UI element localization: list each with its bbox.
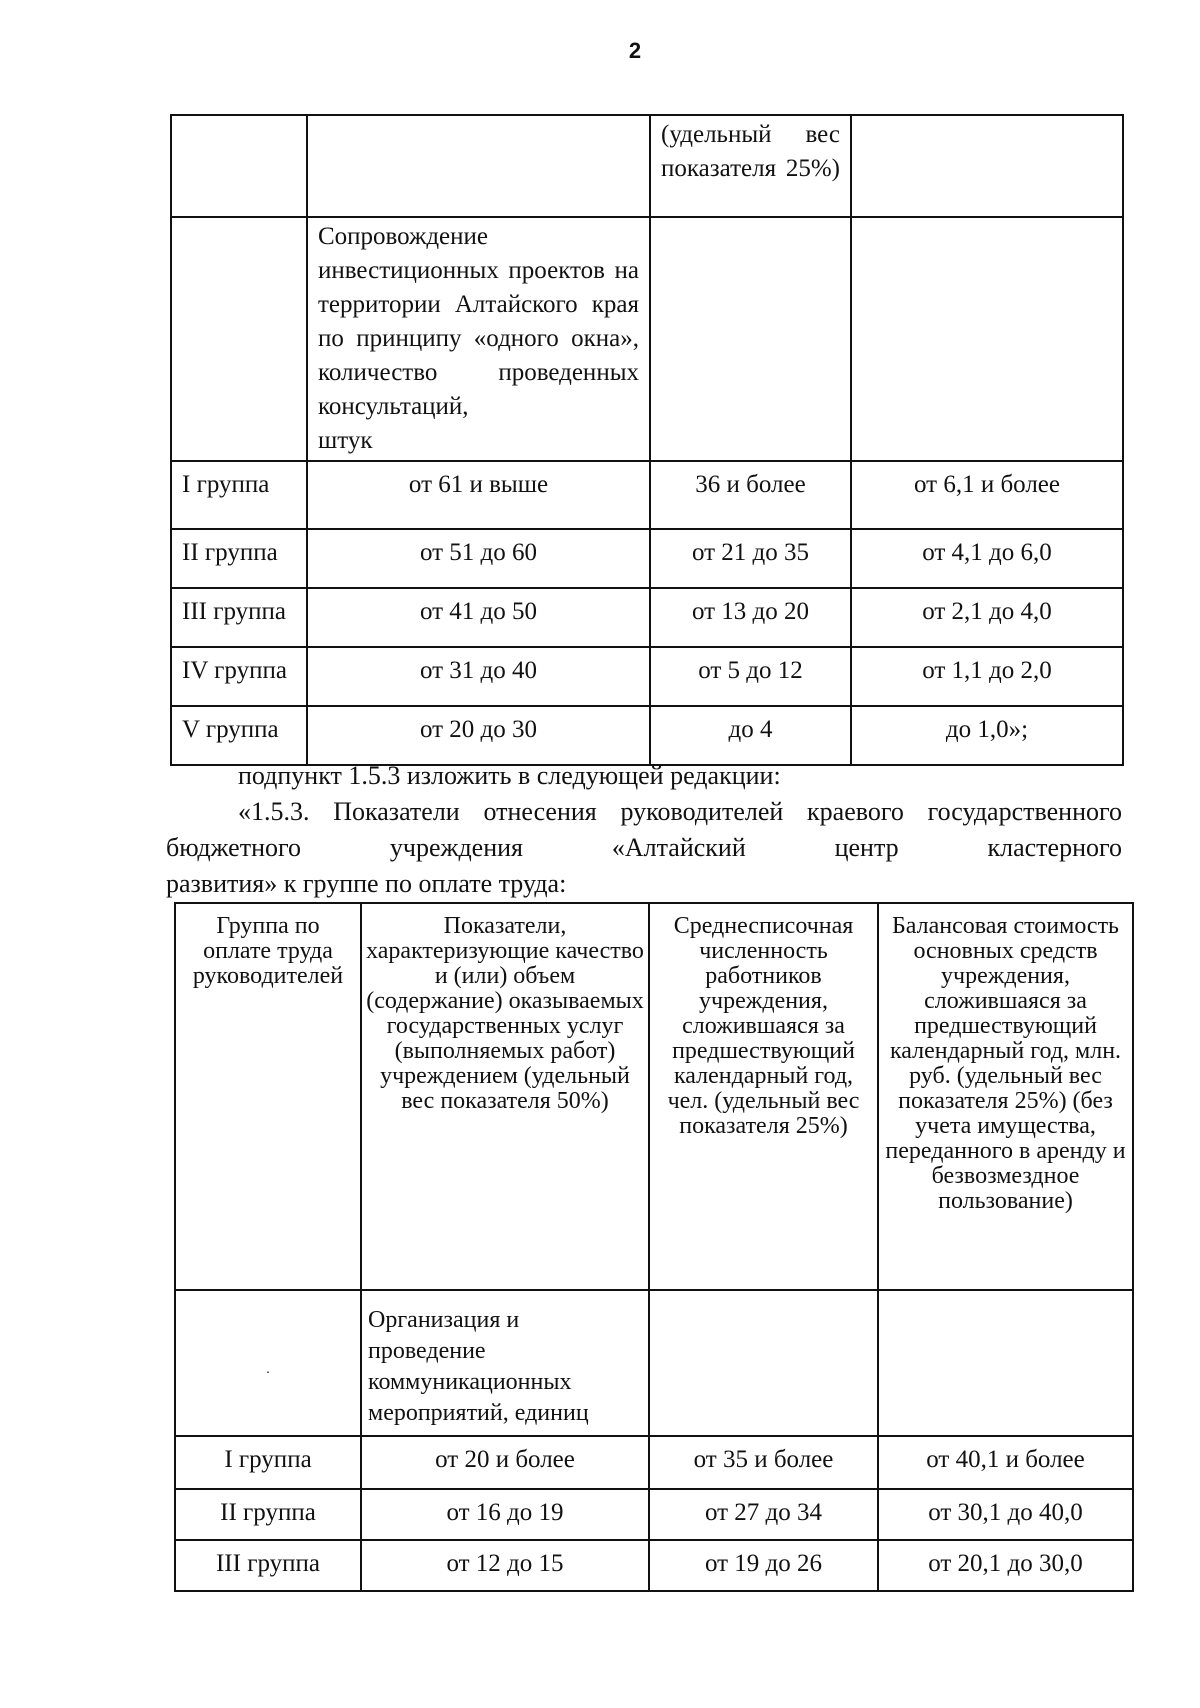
- value-cell: от 2,1 до 4,0: [851, 588, 1123, 647]
- table-cell: [307, 115, 650, 217]
- amendment-paragraph: подпункт 1.5.3 изложить в следующей редакции:: [238, 761, 781, 790]
- table-cell: [171, 217, 307, 461]
- weight-note-cell: (удельный вес показателя 25%): [650, 115, 851, 217]
- table-row: [171, 217, 1123, 461]
- value-cell: от 35 и более: [649, 1436, 878, 1489]
- value-cell: до 4: [650, 706, 851, 765]
- value-cell: от 61 и выше: [307, 461, 650, 529]
- table-cell: [878, 1290, 1133, 1436]
- value-cell: от 20 и более: [361, 1436, 649, 1489]
- value-cell: от 40,1 и более: [878, 1436, 1133, 1489]
- table-row: [171, 529, 1123, 588]
- value-cell: от 5 до 12: [650, 647, 851, 706]
- table-cell: [851, 217, 1123, 461]
- value-cell: от 51 до 60: [307, 529, 650, 588]
- group-cell: V группа: [171, 706, 307, 765]
- group-cell: II группа: [175, 1489, 361, 1540]
- table-cell: [650, 217, 851, 461]
- section-heading-paragraph: «1.5.3. Показатели отнесения руководителей краевого государственного бюджетного учреждения «Алтайский центр кластерного: [166, 797, 1122, 862]
- header-cell-book-value: Балансовая стоимость основных средств учреждения, сложившаяся за предшествующий календарный год, млн. руб. (удельный вес показателя 25%) (без учета имущества, переданного в аренду и безвозмездное пользование): [878, 903, 1133, 1290]
- value-cell: от 16 до 19: [361, 1489, 649, 1540]
- table-row: [175, 1290, 1133, 1436]
- value-cell: от 6,1 и более: [851, 461, 1123, 529]
- table-cell: [851, 115, 1123, 217]
- table-row: [171, 706, 1123, 765]
- indicator-table-continued: [170, 114, 1124, 766]
- value-cell: от 12 до 15: [361, 1540, 649, 1591]
- value-cell: от 4,1 до 6,0: [851, 529, 1123, 588]
- value-cell: до 1,0»;: [851, 706, 1123, 765]
- group-cell: III группа: [175, 1540, 361, 1591]
- value-cell: от 19 до 26: [649, 1540, 878, 1591]
- page-number: 2: [628, 38, 642, 63]
- value-cell: от 31 до 40: [307, 647, 650, 706]
- table-row: [171, 647, 1123, 706]
- group-cell: II группа: [171, 529, 307, 588]
- table-row: [175, 1436, 1133, 1489]
- indicator-description-cell: Сопровождение инвестиционных проектов на территории Алтайского края по принципу «одного окна», количество проведенных консультаций, штук: [307, 217, 650, 461]
- table-header-row: [175, 903, 1133, 1290]
- section-heading-paragraph-end: развития» к группе по оплате труда:: [166, 869, 567, 898]
- value-cell: от 1,1 до 2,0: [851, 647, 1123, 706]
- value-cell: от 21 до 35: [650, 529, 851, 588]
- group-cell: I группа: [175, 1436, 361, 1489]
- group-cell: IV группа: [171, 647, 307, 706]
- indicator-description-cell: Организация и проведение коммуникационных мероприятий, единиц: [361, 1290, 649, 1436]
- group-cell: III группа: [171, 588, 307, 647]
- group-cell: I группа: [171, 461, 307, 529]
- value-cell: от 27 до 34: [649, 1489, 878, 1540]
- value-cell: от 20 до 30: [307, 706, 650, 765]
- table-row: [175, 1540, 1133, 1591]
- table-row: [171, 461, 1123, 529]
- header-cell-quality-indicators: Показатели, характеризующие качество и (или) объем (содержание) оказываемых государственных услуг (выполняемых работ) учреждением (удельный вес показателя 50%): [361, 903, 649, 1290]
- table-cell: [171, 115, 307, 217]
- table-row: [175, 1489, 1133, 1540]
- stray-dot: ·: [265, 1366, 271, 1381]
- value-cell: от 20,1 до 30,0: [878, 1540, 1133, 1591]
- table-row: [171, 115, 1123, 217]
- value-cell: от 41 до 50: [307, 588, 650, 647]
- header-cell-group: Группа по оплате труда руководителей: [175, 903, 361, 1290]
- value-cell: 36 и более: [650, 461, 851, 529]
- header-cell-headcount: Среднесписочная численность работников учреждения, сложившаяся за предшествующий календарный год, чел. (удельный вес показателя 25%): [649, 903, 878, 1290]
- table-row: [171, 588, 1123, 647]
- value-cell: от 13 до 20: [650, 588, 851, 647]
- table-cell: [649, 1290, 878, 1436]
- value-cell: от 30,1 до 40,0: [878, 1489, 1133, 1540]
- table-cell: [175, 1290, 361, 1436]
- group-pay-indicators-table: [174, 902, 1134, 1592]
